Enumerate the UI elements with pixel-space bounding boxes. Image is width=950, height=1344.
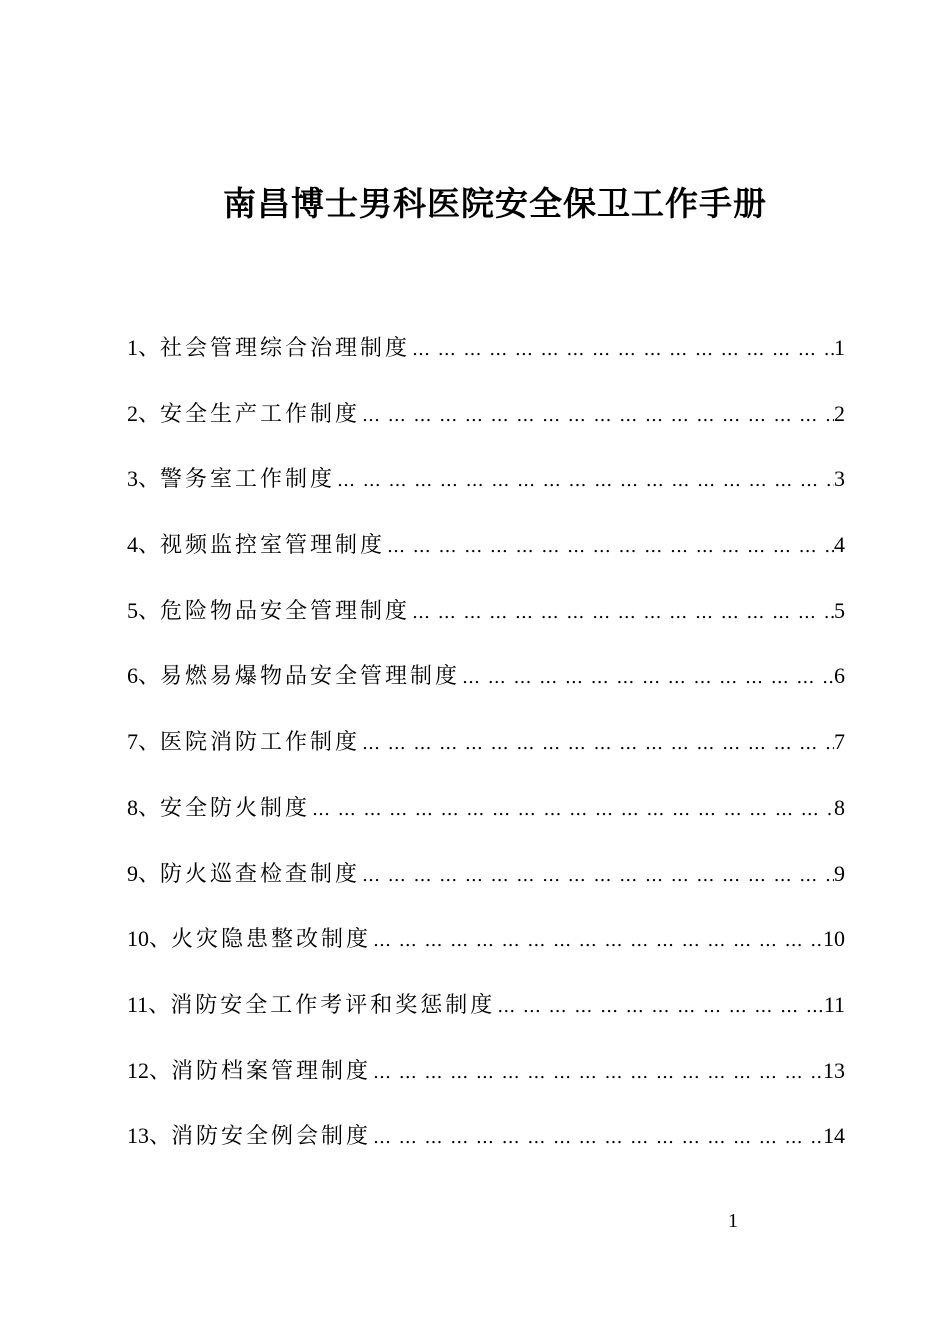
- toc-entry-title: 视频监控室管理制度: [160, 533, 386, 559]
- toc-entry[interactable]: [127, 1116, 845, 1182]
- toc-entry-page: 8: [834, 794, 845, 820]
- toc-entry-title: 消防安全例会制度: [171, 1124, 372, 1150]
- toc-entry-page: 7: [834, 729, 845, 755]
- toc-dot-leader: [495, 987, 824, 1027]
- toc-entry[interactable]: [127, 394, 845, 460]
- toc-entry-page: 6: [834, 663, 845, 689]
- toc-entry-number: 12、: [127, 1057, 172, 1083]
- toc-entry-number: 10、: [127, 926, 172, 952]
- toc-entry[interactable]: [127, 591, 845, 657]
- toc-dot-leader: [460, 658, 834, 698]
- toc-dot-leader: [335, 461, 834, 501]
- toc-entry-title: 消防档案管理制度: [171, 1058, 372, 1084]
- toc-entry-number: 7、: [127, 729, 161, 755]
- toc-entry-number: 4、: [127, 532, 161, 558]
- toc-dot-leader: [360, 396, 834, 436]
- toc-entry[interactable]: [127, 722, 845, 788]
- toc-entry[interactable]: [127, 525, 845, 591]
- toc-dot-leader: [371, 921, 823, 961]
- toc-entry-title: 防火巡查检查制度: [160, 861, 361, 887]
- toc-entry-page: 4: [834, 532, 845, 558]
- toc-entry-title: 安全生产工作制度: [160, 401, 361, 427]
- table-of-contents: [127, 328, 845, 1182]
- toc-entry-number: 11、: [127, 991, 171, 1017]
- toc-entry-number: 9、: [127, 860, 161, 886]
- toc-entry-page: 3: [834, 466, 845, 492]
- toc-entry-page: 2: [834, 400, 845, 426]
- toc-dot-leader: [360, 856, 834, 896]
- toc-entry[interactable]: [127, 1051, 845, 1117]
- toc-entry[interactable]: [127, 328, 845, 394]
- toc-entry[interactable]: [127, 919, 845, 985]
- toc-entry-title: 社会管理综合治理制度: [160, 336, 411, 361]
- toc-entry-page: 1: [834, 335, 845, 360]
- toc-dot-leader: [371, 1118, 823, 1158]
- toc-dot-leader: [360, 724, 834, 764]
- toc-dot-leader: [385, 527, 834, 567]
- toc-entry[interactable]: [127, 656, 845, 722]
- toc-entry-title: 消防安全工作考评和奖惩制度: [170, 992, 496, 1018]
- toc-entry-page: 5: [834, 597, 845, 623]
- toc-entry-title: 医院消防工作制度: [160, 730, 361, 756]
- toc-entry-number: 8、: [127, 794, 161, 820]
- toc-entry-page: 10: [823, 926, 845, 952]
- toc-entry-page: 11: [823, 991, 845, 1017]
- toc-entry-title: 警务室工作制度: [160, 467, 336, 493]
- toc-entry-title: 易燃易爆物品安全管理制度: [160, 664, 461, 690]
- toc-entry-number: 2、: [127, 400, 161, 426]
- document-title: 南昌博士男科医院安全保卫工作手册: [223, 184, 767, 223]
- toc-dot-leader: [310, 790, 834, 830]
- toc-entry-page: 14: [823, 1123, 845, 1149]
- toc-dot-leader: [410, 330, 834, 370]
- toc-entry-title: 火灾隐患整改制度: [171, 927, 372, 953]
- toc-entry[interactable]: [127, 459, 845, 525]
- toc-entry-page: 9: [834, 860, 845, 886]
- toc-entry[interactable]: [127, 788, 845, 854]
- toc-entry[interactable]: [127, 854, 845, 920]
- toc-entry-title: 危险物品安全管理制度: [160, 598, 411, 624]
- toc-entry-page: 13: [823, 1057, 845, 1083]
- toc-entry-number: 6、: [127, 663, 161, 689]
- toc-entry-title: 安全防火制度: [160, 795, 311, 821]
- toc-entry-number: 13、: [127, 1123, 172, 1149]
- toc-entry-number: 5、: [127, 597, 161, 623]
- toc-entry-number: 1、: [127, 335, 161, 360]
- toc-dot-leader: [410, 593, 834, 633]
- toc-entry-number: 3、: [127, 466, 161, 492]
- page-number: 1: [728, 1210, 738, 1232]
- toc-dot-leader: [371, 1053, 823, 1093]
- toc-entry[interactable]: [127, 985, 845, 1051]
